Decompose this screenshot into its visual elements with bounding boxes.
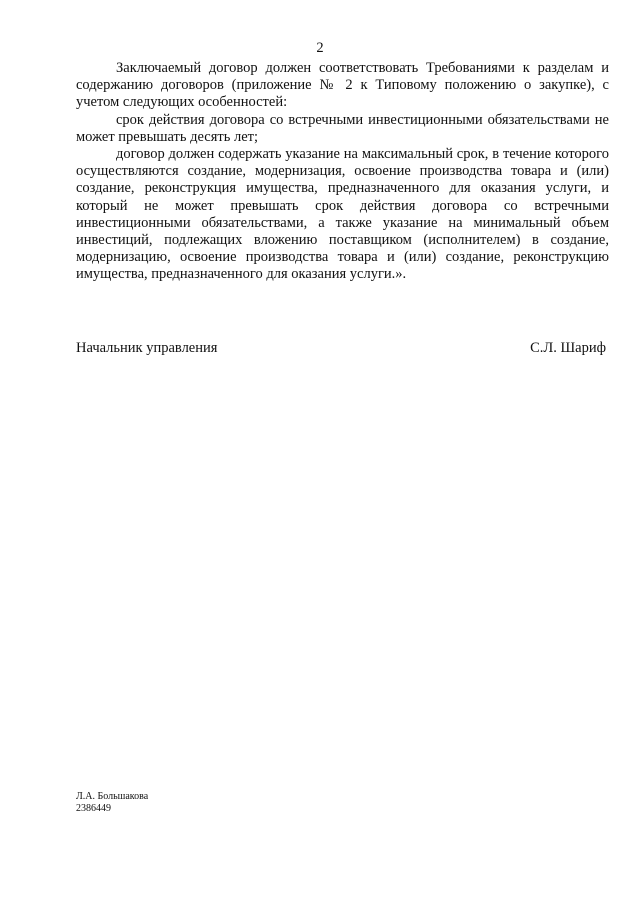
- signatory-position: Начальник управления: [76, 340, 218, 356]
- executor-phone: 2386449: [76, 803, 111, 814]
- document-body: [76, 60, 609, 284]
- signatory-name: С.Л. Шариф: [530, 340, 606, 356]
- executor-name: Л.А. Большакова: [76, 791, 149, 802]
- paragraph-term-limit: срок действия договора со встречными инвестиционными обязательствами не может превышать десять лет;: [76, 111, 609, 145]
- executor-footer: [76, 791, 148, 815]
- paragraph-contract-content: договор должен содержать указание на максимальный срок, в течение которого осуществляются создание, модернизация, освоение производства товара и (или) создание, реконструкция имущества, предназначенного для оказания услуги, и который не может превышать срок действия договора со встречными инвестиционными обязательствами, а также указание на минимальный объем инвестиций, подлежащих вложению поставщиком (исполнителем) в создание, модернизацию, освоение производства товара и (или) создание, реконструкцию имущества, предназначенного для оказания услуги.».: [76, 146, 609, 283]
- page-number: 2: [316, 40, 324, 56]
- signature-block: [76, 340, 606, 357]
- paragraph-requirements: Заключаемый договор должен соответствовать Требованиями к разделам и содержанию договоров (приложение № 2 к Типовому положению о закупке), с учетом следующих особенностей:: [76, 60, 609, 111]
